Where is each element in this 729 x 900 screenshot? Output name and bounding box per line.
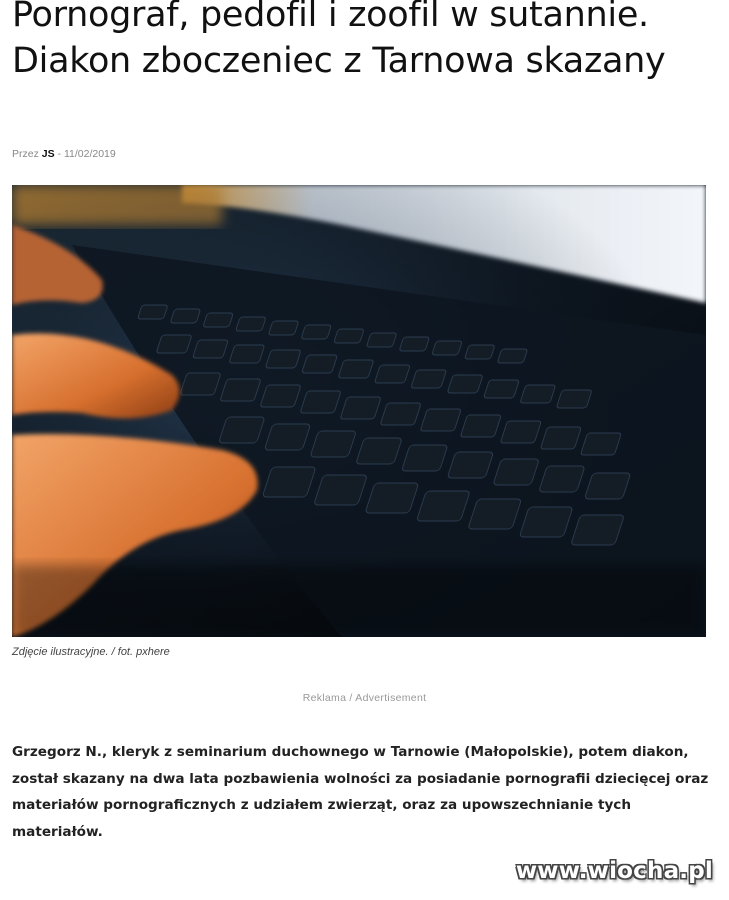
watermark-logo: www.wiocha.pl: [515, 858, 713, 884]
article-meta: [12, 148, 116, 160]
article-lead: Grzegorz N., kleryk z seminarium duchownego w Tarnowie (Małopolskie), potem diakon, został skazany na dwa lata pozbawienia wolności za posiadanie pornografii dziecięcej oraz materiałów pornograficznych z udziałem zwierząt, oraz za upowszechnianie tych materiałów.: [12, 744, 709, 840]
article-title: Pornograf, pedofil i zoofil w sutannie. Diakon zboczeniec z Tarnowa skazany: [12, 0, 666, 81]
author-link[interactable]: JS: [41, 148, 55, 160]
meta-separator: -: [57, 148, 62, 160]
advertisement-label: Reklama / Advertisement: [302, 692, 427, 704]
article-image: [12, 185, 706, 637]
by-label: Przez: [12, 148, 39, 160]
laptop-keyboard-photo: [12, 185, 706, 637]
article-date: 11/02/2019: [63, 148, 116, 160]
image-caption: Zdjęcie ilustracyjne. / fot. pxhere: [12, 646, 170, 658]
